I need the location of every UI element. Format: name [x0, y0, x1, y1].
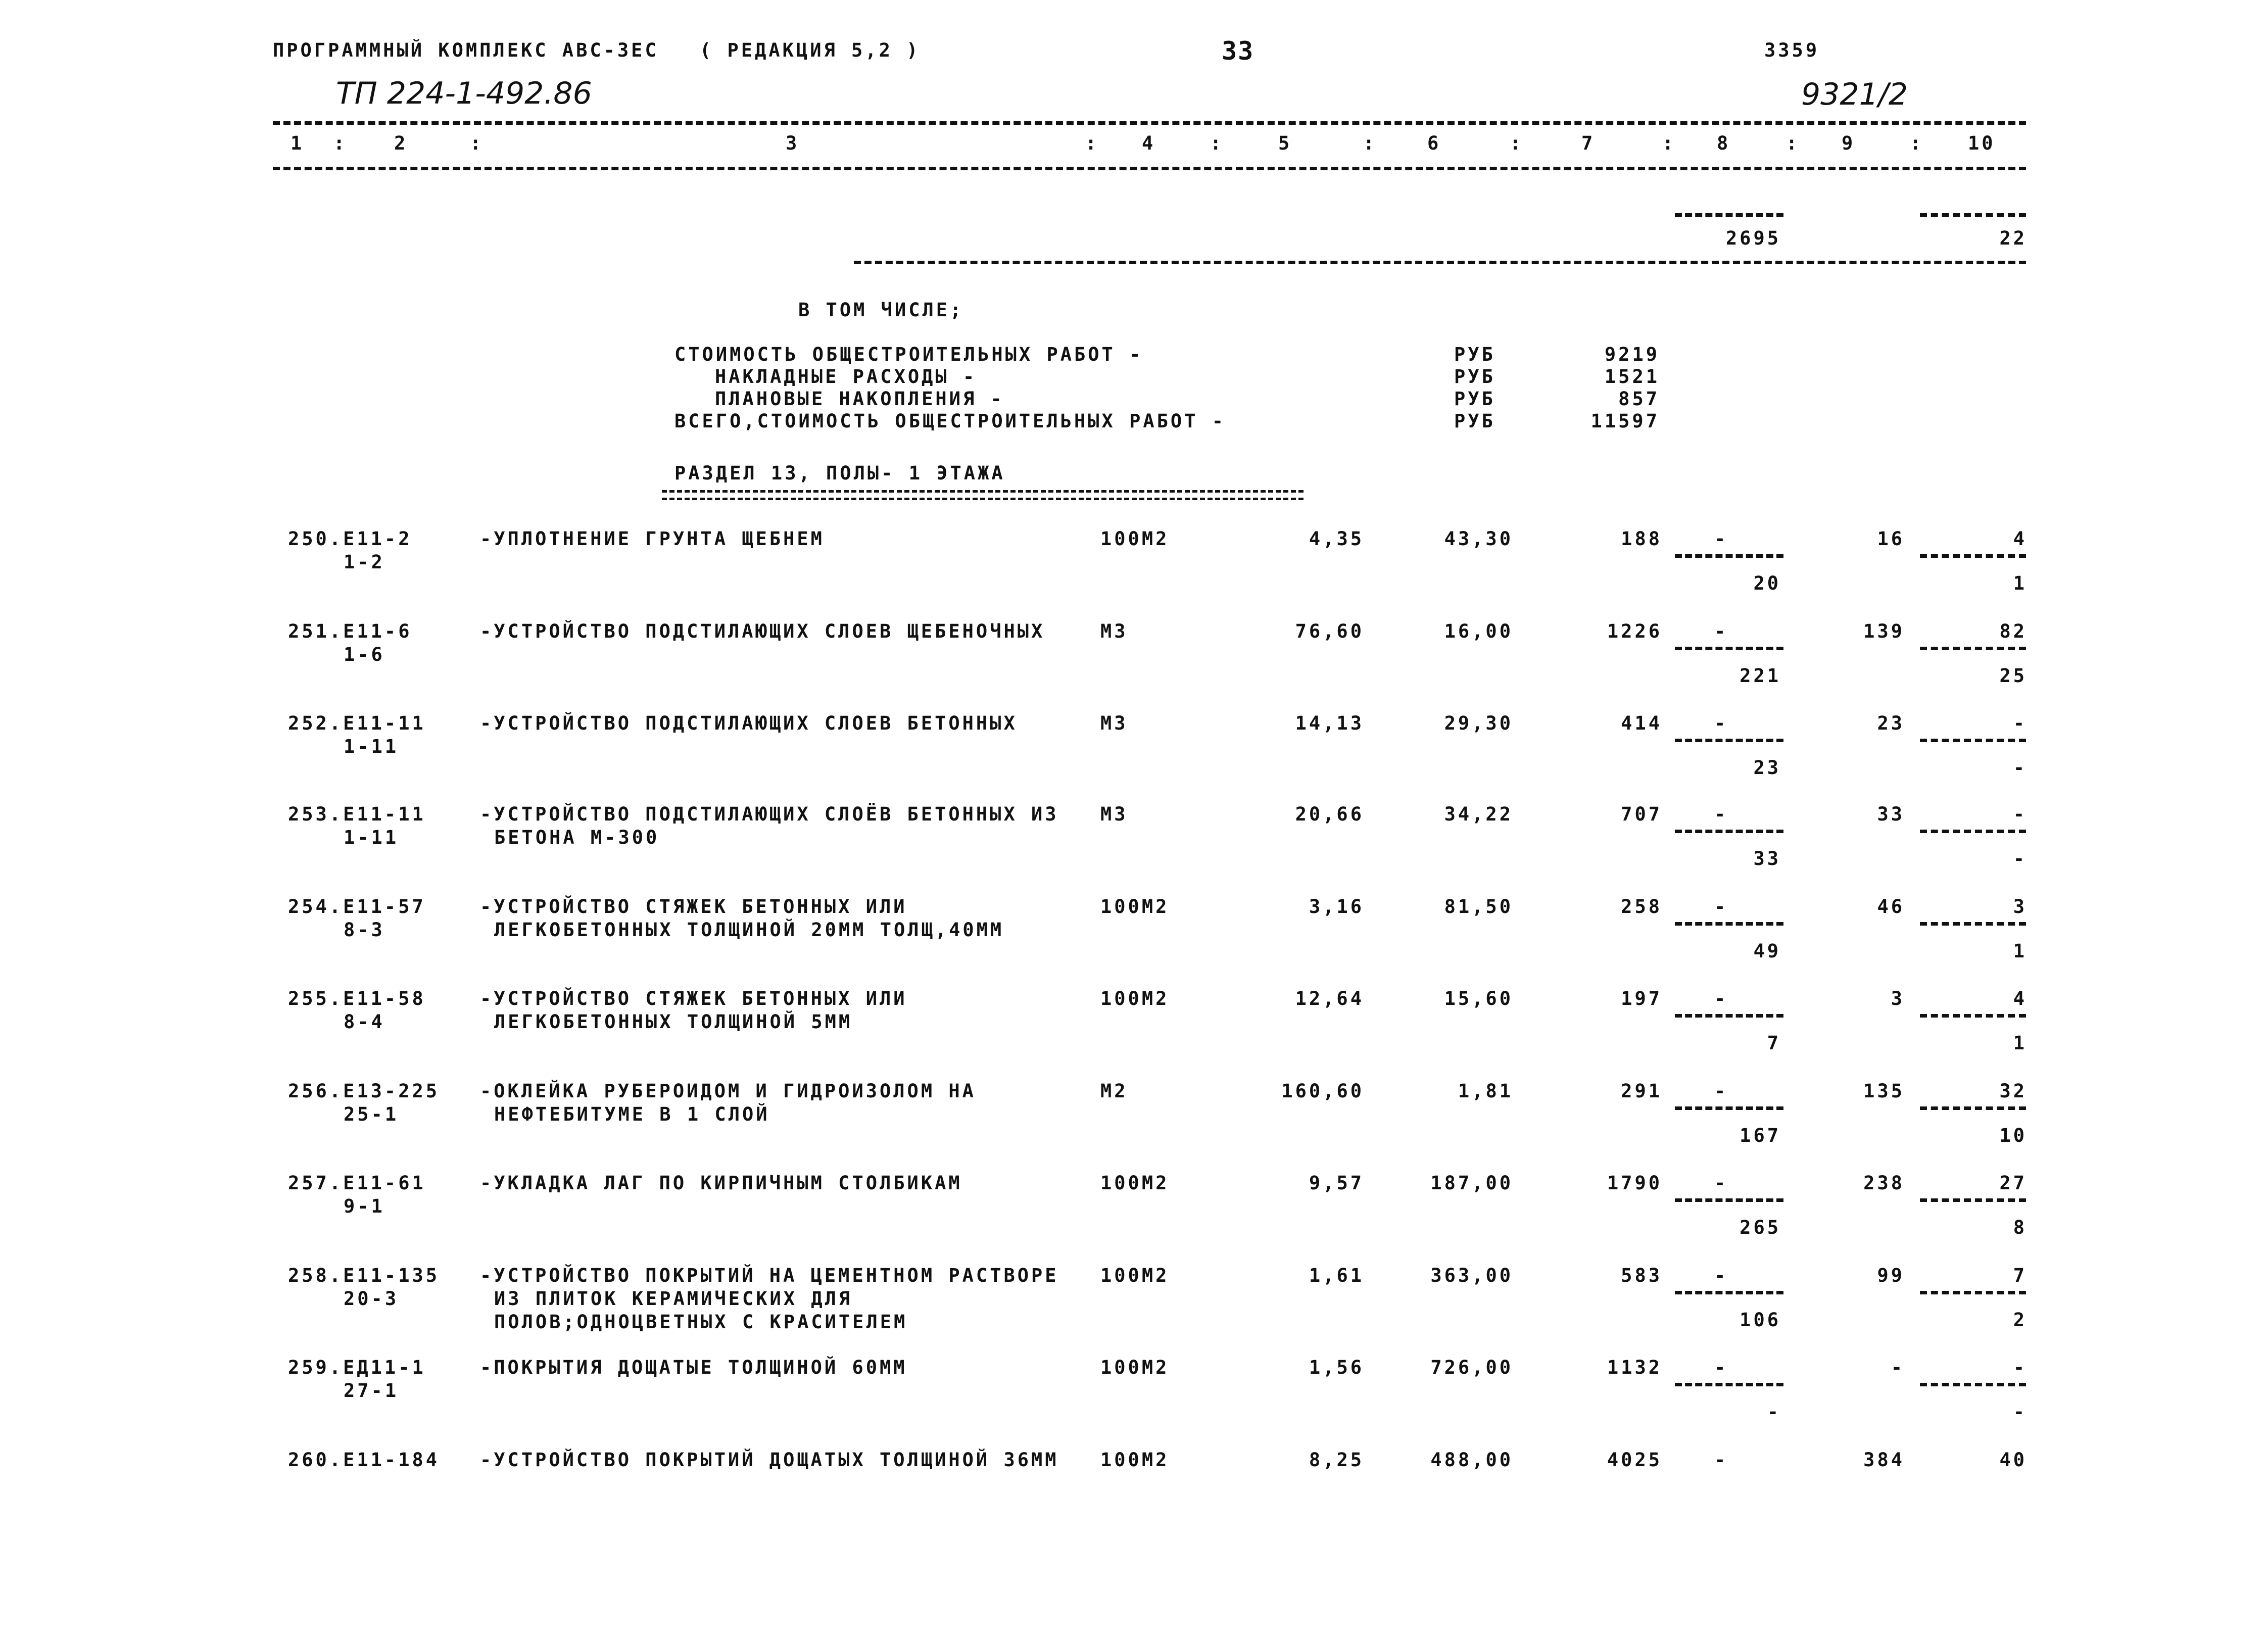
summary-label: НАКЛАДНЫЕ РАСХОДЫ - [715, 366, 977, 388]
row-col10-top: - [2013, 712, 2027, 734]
row-col10-top: 82 [1999, 620, 2027, 642]
row-unit: 100М2 [1100, 1265, 1170, 1286]
row-col10-top: 40 [1999, 1449, 2027, 1471]
column-separator: : [470, 132, 484, 154]
row-col10-top: 7 [2013, 1265, 2027, 1286]
column-separator: : [1910, 132, 1924, 154]
row-col10-bottom: 25 [1999, 665, 2027, 687]
header-code: 3359 [1764, 39, 1820, 61]
row-total: 4025 [1607, 1449, 1662, 1471]
row-total: 258 [1621, 896, 1662, 918]
row-quantity: 1,56 [1309, 1357, 1364, 1378]
row-col10-bottom: - [2013, 1401, 2027, 1423]
row-col8-bottom: 23 [1753, 757, 1781, 779]
row-unit-price: 34,22 [1444, 803, 1513, 825]
row-col8-rule [1675, 554, 1783, 558]
row-unit-price: 15,60 [1444, 988, 1513, 1009]
row-description: -УСТРОЙСТВО СТЯЖЕК БЕТОННЫХ ИЛИ [480, 988, 907, 1009]
column-number-9: 9 [1842, 132, 1856, 154]
row-col10-top: - [2013, 1357, 2027, 1378]
row-col10-bottom: - [2013, 848, 2027, 870]
row-quantity: 4,35 [1309, 528, 1364, 550]
row-description: -УСТРОЙСТВО СТЯЖЕК БЕТОННЫХ ИЛИ [480, 896, 907, 918]
row-description: ЛЕГКОБЕТОННЫХ ТОЛЩИНОЙ 5ММ [494, 1011, 853, 1033]
row-col9: 46 [1877, 896, 1905, 918]
row-col8-top: - [1714, 896, 1728, 918]
row-description: -УСТРОЙСТВО ПОДСТИЛАЮЩИХ СЛОЕВ ЩЕБЕНОЧНЫХ [480, 620, 1045, 642]
row-quantity: 8,25 [1309, 1449, 1364, 1471]
row-col8-rule [1675, 1291, 1783, 1294]
row-total: 291 [1621, 1080, 1662, 1102]
row-norm-ref: 1-11 [344, 827, 399, 848]
summary-unit: РУБ [1454, 366, 1495, 388]
row-unit: 100М2 [1100, 1449, 1170, 1471]
row-col9: 99 [1877, 1265, 1905, 1286]
row-unit: 100М2 [1100, 1172, 1170, 1194]
row-col10-rule [1920, 1106, 2026, 1110]
row-code: 254.Е11-57 [288, 896, 426, 918]
summary-label: ПЛАНОВЫЕ НАКОПЛЕНИЯ - [715, 388, 1004, 410]
row-unit-price: 488,00 [1430, 1449, 1513, 1471]
row-unit-price: 726,00 [1430, 1357, 1513, 1378]
column-separator: : [1210, 132, 1224, 154]
row-col10-rule [1920, 1198, 2026, 1202]
subtotal-rule-col8 [1675, 213, 1783, 217]
row-unit-price: 43,30 [1444, 528, 1513, 550]
summary-label: ВСЕГО,СТОИМОСТЬ ОБЩЕСТРОИТЕЛЬНЫХ РАБОТ - [674, 410, 1226, 432]
row-unit: М3 [1100, 620, 1128, 642]
row-col8-rule [1675, 1198, 1783, 1202]
column-number-7: 7 [1581, 132, 1596, 154]
row-col8-top: - [1714, 988, 1728, 1009]
row-description: -ПОКРЫТИЯ ДОЩАТЫЕ ТОЛЩИНОЙ 60ММ [480, 1357, 907, 1378]
row-col10-rule [1920, 739, 2026, 742]
row-col9: 16 [1877, 528, 1905, 550]
row-norm-ref: 20-3 [344, 1288, 399, 1310]
row-unit-price: 1,81 [1458, 1080, 1513, 1102]
row-col8-bottom: 106 [1740, 1309, 1781, 1331]
row-col10-bottom: - [2013, 757, 2027, 779]
row-description: -ОКЛЕЙКА РУБЕРОИДОМ И ГИДРОИЗОЛОМ НА [480, 1080, 976, 1102]
row-col8-bottom: 49 [1753, 940, 1781, 962]
row-col10-rule [1920, 647, 2026, 650]
summary-unit: РУБ [1454, 388, 1495, 410]
row-col10-top: - [2013, 803, 2027, 825]
summary-unit: РУБ [1454, 410, 1495, 432]
row-col10-rule [1920, 1291, 2026, 1294]
row-quantity: 76,60 [1295, 620, 1364, 642]
row-col9: 3 [1891, 988, 1905, 1009]
row-unit: 100М2 [1100, 896, 1170, 918]
program-title: ПРОГРАММНЫЙ КОМПЛЕКС АВС-3ЕС [273, 39, 659, 61]
section-title: РАЗДЕЛ 13, ПОЛЫ- 1 ЭТАЖА [674, 462, 1005, 484]
doc-number: ТП 224-1-492.86 [336, 76, 592, 111]
row-unit: М2 [1100, 1080, 1128, 1102]
row-col8-top: - [1714, 712, 1728, 734]
row-description: -УСТРОЙСТВО ПОДСТИЛАЮЩИХ СЛОЁВ БЕТОННЫХ ИЗ [480, 803, 1059, 825]
column-separator: : [333, 132, 348, 154]
row-col10-bottom: 10 [1999, 1125, 2027, 1146]
row-description: ЛЕГКОБЕТОННЫХ ТОЛЩИНОЙ 20ММ ТОЛЩ,40ММ [494, 919, 1004, 941]
row-description: -УСТРОЙСТВО ПОКРЫТИЙ ДОЩАТЫХ ТОЛЩИНОЙ 36ММ [480, 1449, 1059, 1471]
row-total: 1132 [1607, 1357, 1662, 1378]
column-separator: : [1510, 132, 1524, 154]
row-norm-ref: 27-1 [344, 1380, 399, 1402]
summary-value: 11597 [1590, 410, 1660, 432]
row-col8-rule [1675, 1014, 1783, 1018]
row-col8-top: - [1714, 1172, 1728, 1194]
row-code: 253.Е11-11 [288, 803, 426, 825]
row-norm-ref: 1-11 [344, 736, 399, 757]
row-unit-price: 29,30 [1444, 712, 1513, 734]
column-separator: : [1085, 132, 1099, 154]
row-quantity: 9,57 [1309, 1172, 1364, 1194]
row-col8-bottom: 265 [1740, 1217, 1781, 1238]
row-norm-ref: 1-6 [344, 644, 385, 665]
row-col8-bottom: - [1767, 1401, 1781, 1423]
row-quantity: 20,66 [1295, 803, 1364, 825]
row-description: ПОЛОВ;ОДНОЦВЕТНЫХ С КРАСИТЕЛЕМ [494, 1311, 908, 1333]
row-quantity: 12,64 [1295, 988, 1364, 1009]
row-col8-rule [1675, 1106, 1783, 1110]
row-col8-rule [1675, 830, 1783, 833]
row-col8-top: - [1714, 528, 1728, 550]
row-col8-top: - [1714, 1357, 1728, 1378]
row-col10-bottom: 8 [2013, 1217, 2027, 1238]
row-col8-top: - [1714, 1080, 1728, 1102]
row-col10-bottom: 1 [2013, 1032, 2027, 1054]
row-col9: 384 [1863, 1449, 1905, 1471]
row-code: 252.Е11-11 [288, 712, 426, 734]
row-quantity: 160,60 [1281, 1080, 1364, 1102]
row-norm-ref: 8-4 [344, 1011, 385, 1033]
row-col9: 139 [1863, 620, 1905, 642]
row-col9: 23 [1877, 712, 1905, 734]
section-underline [662, 490, 1304, 500]
row-col9: 135 [1863, 1080, 1905, 1102]
row-total: 583 [1621, 1265, 1662, 1286]
row-total: 1790 [1607, 1172, 1662, 1194]
header-rule-top [273, 121, 2026, 125]
row-quantity: 14,13 [1295, 712, 1364, 734]
column-number-8: 8 [1717, 132, 1731, 154]
row-code: 251.Е11-6 [288, 620, 412, 642]
row-total: 1226 [1607, 620, 1662, 642]
subtotal-rule-col10 [1920, 213, 2026, 217]
row-col10-top: 4 [2013, 988, 2027, 1009]
summary-heading: В ТОМ ЧИСЛЕ; [798, 299, 964, 321]
row-col8-bottom: 33 [1753, 848, 1781, 870]
row-col10-bottom: 1 [2013, 940, 2027, 962]
row-col9: - [1891, 1357, 1905, 1378]
row-code: 260.Е11-184 [288, 1449, 440, 1471]
row-description: НЕФТЕБИТУМЕ В 1 СЛОЙ [494, 1103, 770, 1125]
row-code: 250.Е11-2 [288, 528, 412, 550]
row-col8-top: - [1714, 620, 1728, 642]
row-code: 255.Е11-58 [288, 988, 426, 1009]
row-col8-top: - [1714, 803, 1728, 825]
header-rule-bottom [273, 167, 2026, 170]
row-norm-ref: 25-1 [344, 1103, 399, 1125]
summary-value: 1521 [1604, 366, 1660, 388]
summary-value: 9219 [1604, 344, 1660, 365]
row-col8-bottom: 20 [1753, 572, 1781, 594]
column-separator: : [1786, 132, 1800, 154]
column-separator: : [1662, 132, 1676, 154]
row-col10-rule [1920, 922, 2026, 926]
row-unit: М3 [1100, 712, 1128, 734]
row-total: 188 [1621, 528, 1662, 550]
row-unit: 100М2 [1100, 1357, 1170, 1378]
summary-label: СТОИМОСТЬ ОБЩЕСТРОИТЕЛЬНЫХ РАБОТ - [674, 344, 1143, 365]
row-col9: 238 [1863, 1172, 1905, 1194]
row-code: 258.Е11-135 [288, 1265, 440, 1286]
row-quantity: 3,16 [1309, 896, 1364, 918]
row-col8-bottom: 7 [1767, 1032, 1781, 1054]
column-number-5: 5 [1278, 132, 1292, 154]
row-description: -УСТРОЙСТВО ПОДСТИЛАЮЩИХ СЛОЕВ БЕТОННЫХ [480, 712, 1018, 734]
summary-unit: РУБ [1454, 344, 1495, 365]
row-unit-price: 187,00 [1430, 1172, 1513, 1194]
row-total: 707 [1621, 803, 1662, 825]
column-number-3: 3 [786, 132, 800, 154]
row-col8-bottom: 221 [1740, 665, 1781, 687]
row-norm-ref: 1-2 [344, 551, 385, 573]
column-number-1: 1 [291, 132, 305, 154]
row-col8-rule [1675, 1383, 1783, 1386]
row-col10-top: 3 [2013, 896, 2027, 918]
row-total: 414 [1621, 712, 1662, 734]
row-col8-bottom: 167 [1740, 1125, 1781, 1146]
row-col10-rule [1920, 554, 2026, 558]
row-norm-ref: 9-1 [344, 1195, 385, 1217]
row-col10-bottom: 1 [2013, 572, 2027, 594]
row-col10-bottom: 2 [2013, 1309, 2027, 1331]
sheet-reference: 9321/2 [1801, 77, 1908, 112]
row-code: 259.ЕД11-1 [288, 1357, 426, 1378]
row-col8-rule [1675, 922, 1783, 926]
column-separator: : [1363, 132, 1377, 154]
row-unit: М3 [1100, 803, 1128, 825]
row-description: БЕТОНА М-300 [494, 827, 660, 848]
row-col10-rule [1920, 830, 2026, 833]
row-unit: 100М2 [1100, 528, 1170, 550]
column-number-6: 6 [1427, 132, 1441, 154]
row-code: 257.Е11-61 [288, 1172, 426, 1194]
row-description: ИЗ ПЛИТОК КЕРАМИЧЕСКИХ ДЛЯ [494, 1288, 853, 1310]
row-unit-price: 16,00 [1444, 620, 1513, 642]
column-number-2: 2 [394, 132, 408, 154]
row-col10-top: 27 [1999, 1172, 2027, 1194]
row-unit-price: 81,50 [1444, 896, 1513, 918]
summary-value: 857 [1618, 388, 1660, 410]
row-col8-top: - [1714, 1449, 1728, 1471]
row-unit-price: 363,00 [1430, 1265, 1513, 1286]
row-quantity: 1,61 [1309, 1265, 1364, 1286]
row-total: 197 [1621, 988, 1662, 1009]
row-col10-top: 4 [2013, 528, 2027, 550]
subtotal-rule [854, 261, 2026, 264]
edition-label: ( РЕДАКЦИЯ 5,2 ) [700, 39, 921, 61]
row-col8-rule [1675, 739, 1783, 742]
column-number-4: 4 [1142, 132, 1156, 154]
row-norm-ref: 8-3 [344, 919, 385, 941]
row-col10-top: 32 [1999, 1080, 2027, 1102]
row-col9: 33 [1877, 803, 1905, 825]
row-col10-rule [1920, 1383, 2026, 1386]
row-code: 256.Е13-225 [288, 1080, 440, 1102]
subtotal-col8: 2695 [1725, 227, 1781, 249]
column-number-10: 10 [1968, 132, 1996, 154]
row-description: -УСТРОЙСТВО ПОКРЫТИЙ НА ЦЕМЕНТНОМ РАСТВОРЕ [480, 1265, 1059, 1286]
row-unit: 100М2 [1100, 988, 1170, 1009]
row-col8-top: - [1714, 1265, 1728, 1286]
subtotal-col10: 22 [1999, 227, 2027, 249]
row-col8-rule [1675, 647, 1783, 650]
row-description: -УКЛАДКА ЛАГ ПО КИРПИЧНЫМ СТОЛБИКАМ [480, 1172, 962, 1194]
row-description: -УПЛОТНЕНИЕ ГРУНТА ЩЕБНЕМ [480, 528, 825, 550]
page-number: 33 [1222, 36, 1254, 66]
row-col10-rule [1920, 1014, 2026, 1018]
